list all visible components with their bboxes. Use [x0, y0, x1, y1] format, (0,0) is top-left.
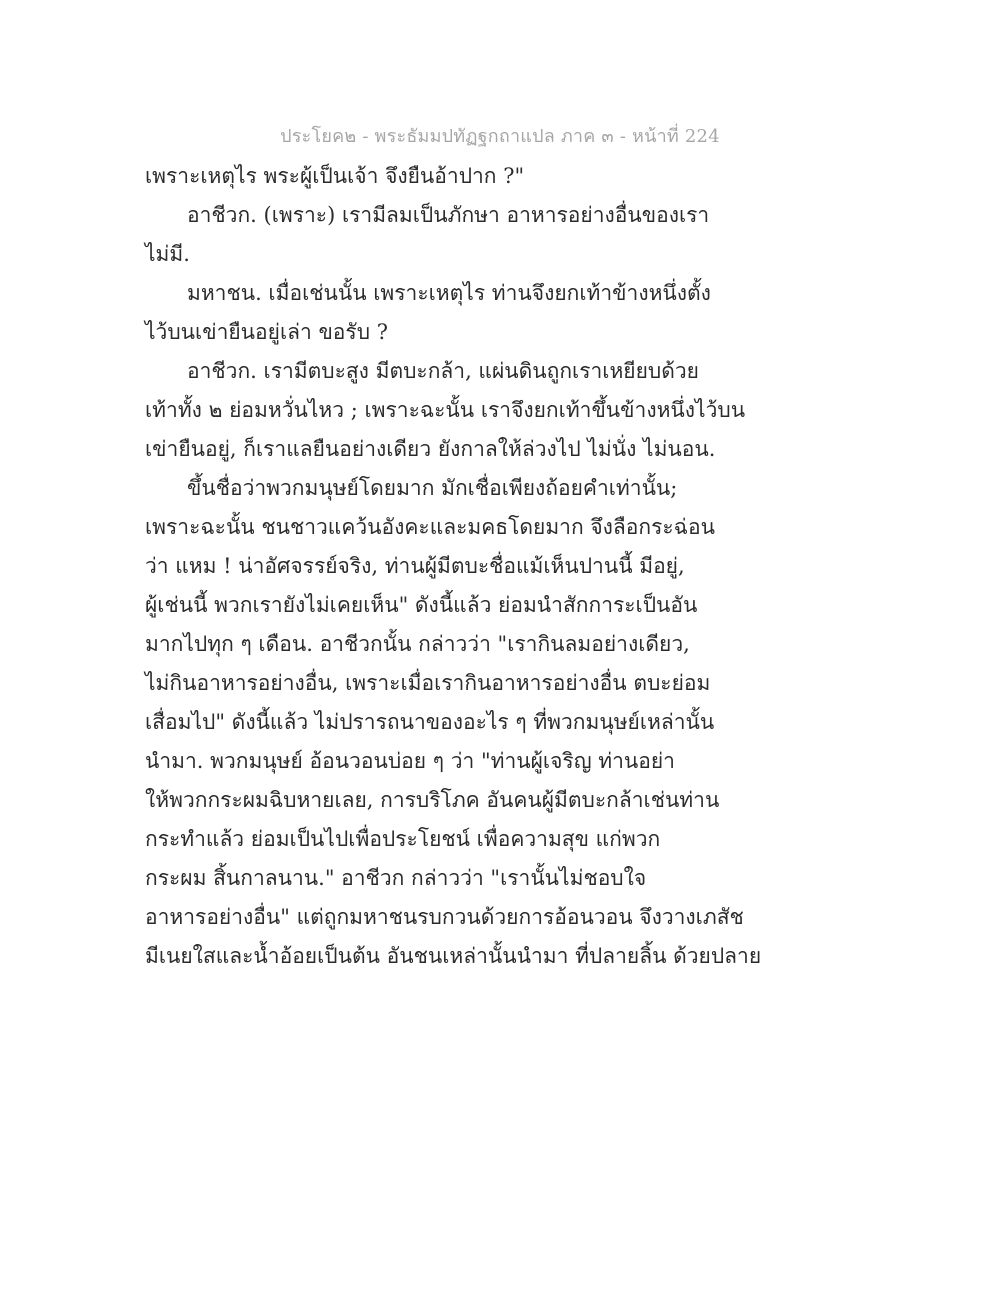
- text-line: เพราะเหตุไร พระผู้เป็นเจ้า จึงยืนอ้าปาก ?": [145, 164, 525, 188]
- text-line: ขึ้นชื่อว่าพวกมนุษย์โดยมาก มักเชื่อเพียงถ้อยคำเท่านั้น;: [187, 476, 678, 500]
- text-line: อาชีวก. (เพราะ) เรามีลมเป็นภักษา อาหารอย่างอื่นของเรา: [187, 203, 710, 227]
- text-line: มีเนยใสและน้ำอ้อยเป็นต้น อันชนเหล่านั้นนำมา ที่ปลายลิ้น ด้วยปลาย: [145, 944, 762, 968]
- text-line: อาชีวก. เรามีตบะสูง มีตบะกล้า, แผ่นดินถูกเราเหยียบด้วย: [187, 359, 699, 383]
- text-line: เพราะฉะนั้น ชนชาวแคว้นอังคะและมคธโดยมาก จึงลือกระฉ่อน: [145, 515, 715, 539]
- text-line: เข่ายืนอยู่, ก็เราแลยืนอย่างเดียว ยังกาลให้ล่วงไป ไม่นั่ง ไม่นอน.: [145, 437, 716, 461]
- page-header: ประโยค๒ - พระธัมมปทัฏฐกถาแปล ภาค ๓ - หน้าที่ 224: [280, 126, 720, 147]
- text-line: เสื่อมไป" ดังนี้แล้ว ไม่ปรารถนาของอะไร ๆ ที่พวกมนุษย์เหล่านั้น: [145, 710, 715, 734]
- text-line: ไม่กินอาหารอย่างอื่น, เพราะเมื่อเรากินอาหารอย่างอื่น ตบะย่อม: [145, 671, 711, 695]
- text-line: อาหารอย่างอื่น" แต่ถูกมหาชนรบกวนด้วยการอ้อนวอน จึงวางเภสัช: [145, 905, 744, 929]
- text-line: ไม่มี.: [145, 242, 190, 266]
- text-line: มหาชน. เมื่อเช่นนั้น เพราะเหตุไร ท่านจึงยกเท้าข้างหนึ่งตั้ง: [187, 281, 711, 305]
- text-line: ผู้เช่นนี้ พวกเรายังไม่เคยเห็น" ดังนี้แล้ว ย่อมนำสักการะเป็นอัน: [145, 593, 698, 617]
- text-line: มากไปทุก ๆ เดือน. อาชีวกนั้น กล่าวว่า "เรากินลมอย่างเดียว,: [145, 632, 690, 656]
- body-text: [145, 157, 865, 976]
- text-line: กระผม สิ้นกาลนาน." อาชีวก กล่าวว่า "เรานั้นไม่ชอบใจ: [145, 866, 647, 890]
- text-line: ว่า แหม ! น่าอัศจรรย์จริง, ท่านผู้มีตบะชื่อแม้เห็นปานนี้ มีอยู่,: [145, 554, 685, 578]
- text-line: ไว้บนเข่ายืนอยู่เล่า ขอรับ ?: [145, 320, 388, 344]
- text-line: กระทำแล้ว ย่อมเป็นไปเพื่อประโยชน์ เพื่อความสุข แก่พวก: [145, 827, 661, 851]
- text-line: นำมา. พวกมนุษย์ อ้อนวอนบ่อย ๆ ว่า "ท่านผู้เจริญ ท่านอย่า: [145, 749, 675, 773]
- text-line: เท้าทั้ง ๒ ย่อมหวั่นไหว ; เพราะฉะนั้น เราจึงยกเท้าขึ้นข้างหนึ่งไว้บน: [145, 398, 746, 422]
- text-line: ให้พวกกระผมฉิบหายเลย, การบริโภค อันคนผู้มีตบะกล้าเช่นท่าน: [145, 788, 720, 812]
